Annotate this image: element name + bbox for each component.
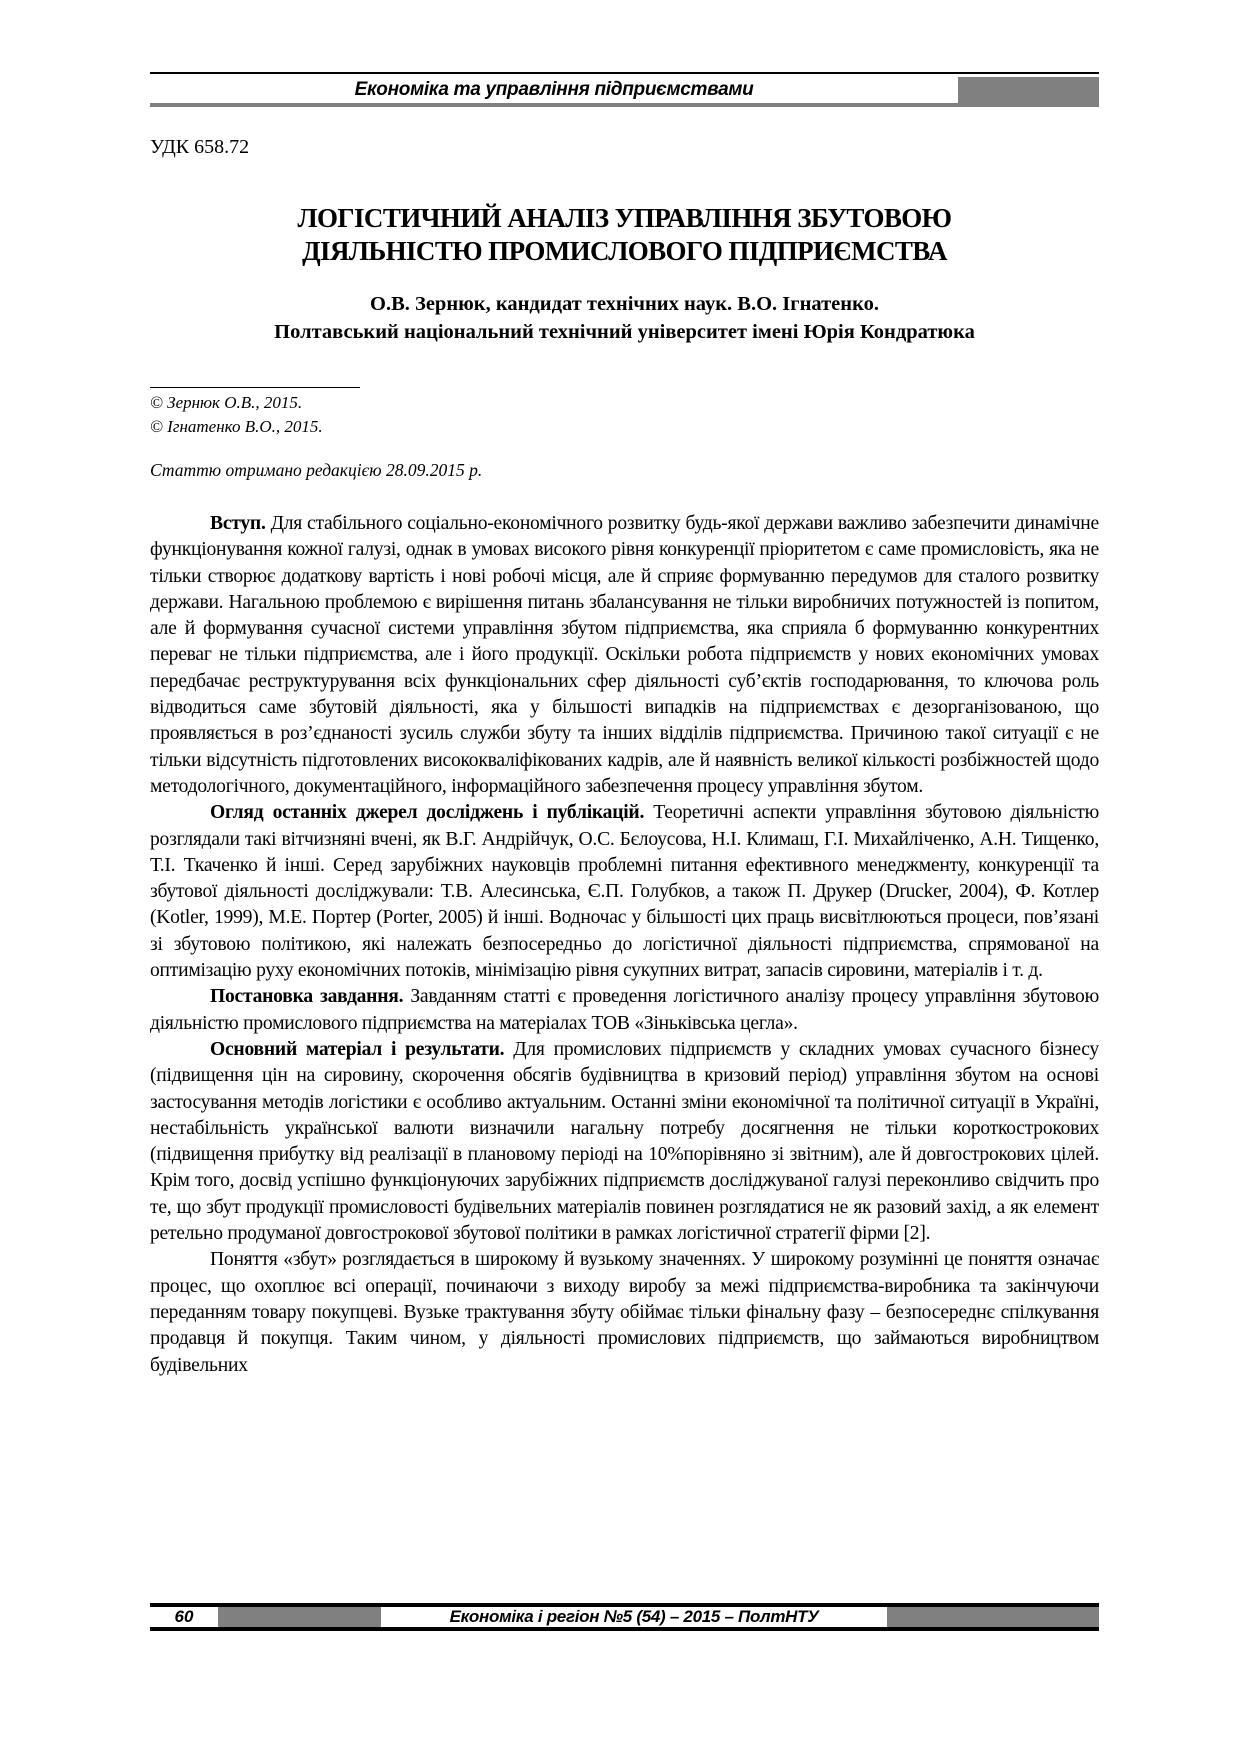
- paragraph-sales-concept: [150, 1247, 1099, 1378]
- header-rule: [150, 72, 1099, 74]
- paragraph-text: Теоретичні аспекти управління збутовою діяльністю розглядали такі вітчизняні вчені, як В.Г. Андрійчук, О.С. Бєлоусова, Н.І. Климаш, Г.І. Михайліченко, А.Н. Тищенко, Т.І. Ткаченко й інші. Серед зарубіжних науковців проблемні питання ефективного менеджменту, конкуренції та збутової діяльності досліджували: Т.В. Алесинська, Є.П. Голубков, а також П. Друкер (Drucker, 2004), Ф. Котлер (Kotler, 1999), М.Е. Портер (Porter, 2005) й інші. Водночас у більшості цих праць висвітлюються процеси, пов’язані зі збутовою політикою, які належать безпосередньо до логістичної діяльності підприємства, спрямованої на оптимізацію руху економічних потоків, мінімізацію рівня сукупних витрат, запасів сировини, матеріалів і т. д.: [150, 802, 1099, 982]
- article-title: [150, 202, 1099, 268]
- article-body: [150, 511, 1099, 1379]
- running-footer: [150, 1603, 1099, 1631]
- paragraph-lead: Огляд останніх джерел досліджень і публікацій.: [210, 802, 645, 824]
- paragraph-literature-review: [150, 800, 1099, 984]
- udk-code: УДК 658.72: [150, 136, 250, 158]
- header-rule-bottom-right: [958, 103, 1099, 107]
- paragraph-text: Для стабільного соціально-економічного розвитку будь-якої держави важливо забезпечити динамічне функціонування кожної галузі, однак в умовах високого рівня конкуренції пріоритетом є саме промисловість, яка не тільки створює додаткову вартість і нові робочі місця, але й сприяє формуванню передумов для сталого розвитку держави. Нагальною проблемою є вирішення питань збалансування не тільки виробничих потужностей із попитом, але й формування сучасної системи управління збутом підприємства, яка сприяла б формуванню конкурентних переваг не тільки підприємства, але і його продукції. Оскільки робота підприємств у нових економічних умовах передбачає реструктурування всіх функціональних сфер діяльності суб’єктів господарювання, то ключова роль відводиться саме збутовій діяльності, яка у більшості випадків на підприємствах є дезорганізованою, що проявляється в роз’єднаності зусиль служби збуту та інших відділів підприємства. Причиною такої ситуації є не тільки відсутність підготовлених висококваліфікованих кадрів, але й наявність великої кількості розбіжностей щодо методологічного, документаційного, інформаційного забезпечення процесу управління збутом.: [150, 513, 1099, 797]
- paragraph-lead: Вступ.: [210, 513, 266, 534]
- journal-issue: Економіка і регіон №5 (54) – 2015 – ПолтНТУ: [449, 1607, 819, 1626]
- footer-grey-block: [218, 1607, 381, 1627]
- authors-block: [150, 290, 1099, 346]
- header-grey-block: [958, 77, 1099, 103]
- paragraph-main-results: [150, 1037, 1099, 1247]
- copyright-notes: [150, 391, 323, 439]
- title-line: ДІЯЛЬНІСТЮ ПРОМИСЛОВОГО ПІДПРИЄМСТВА: [302, 236, 947, 266]
- journal-section-title: Економіка та управління підприємствами: [354, 79, 754, 100]
- copyright-line: © Зернюк О.В., 2015.: [150, 393, 303, 412]
- paragraph-introduction: [150, 511, 1099, 800]
- paragraph-lead: Постановка завдання.: [210, 986, 404, 1008]
- paragraph-text: Завданням статті є проведення логістичного аналізу процесу управління збутовою діяльністю промислового підприємства на матеріалах ТОВ «Зіньківська цегла».: [150, 986, 1099, 1034]
- received-date: Статтю отримано редакцією 28.09.2015 р.: [150, 460, 483, 480]
- paragraph-text: Для промислових підприємств у складних умовах сучасного бізнесу (підвищення цін на сировину, скорочення обсягів будівництва в кризовий період) управління збутом на основі застосування методів логістики є особливо актуальним. Останні зміни економічної та політичної ситуації в Україні, нестабільність української валюти визначили нагальну потребу досягнення не тільки короткострокових (підвищення прибутку від реалізації в плановому періоді на 10%порівняно зі звітним), але й довгострокових цілей. Крім того, досвід успішно функціонуючих зарубіжних підприємств досліджуваної галузі переконливо свідчить про те, що збут продукції промисловості будівельних матеріалів повинен розглядатися не як разовий захід, а як елемент ретельно продуманої довгострокової збутової політики в рамках логістичної стратегії фірми [2].: [150, 1038, 1099, 1245]
- header-rule-bottom: [150, 103, 958, 107]
- copyright-line: © Ігнатенко В.О., 2015.: [150, 417, 323, 436]
- authors-line: О.В. Зернюк, кандидат технічних наук. В.О. Ігнатенко.: [370, 293, 879, 315]
- footnote-rule: [150, 387, 360, 388]
- footer-rule-bottom: [150, 1627, 1099, 1631]
- page-number: 60: [174, 1607, 194, 1626]
- footer-grey-block: [887, 1607, 1099, 1627]
- running-header: [150, 77, 1099, 103]
- affiliation-line: Полтавський національний технічний університет імені Юрія Кондратюка: [274, 321, 975, 343]
- paragraph-text: Поняття «збут» розглядається в широкому й вузькому значеннях. У широкому розумінні це поняття означає процес, що охоплює всі операції, починаючи з виходу виробу за межі підприємства-виробника та закінчуючи переданням товару покупцеві. Вузьке трактування збуту обіймає тільки фінальну фазу – безпосереднє спілкування продавця й покупця. Таким чином, у діяльності промислових підприємств, що займаються виробництвом будівельних: [150, 1249, 1099, 1376]
- paragraph-lead: Основний матеріал і результати.: [210, 1038, 505, 1060]
- paragraph-problem-statement: [150, 984, 1099, 1037]
- title-line: ЛОГІСТИЧНИЙ АНАЛІЗ УПРАВЛІННЯ ЗБУТОВОЮ: [297, 203, 952, 233]
